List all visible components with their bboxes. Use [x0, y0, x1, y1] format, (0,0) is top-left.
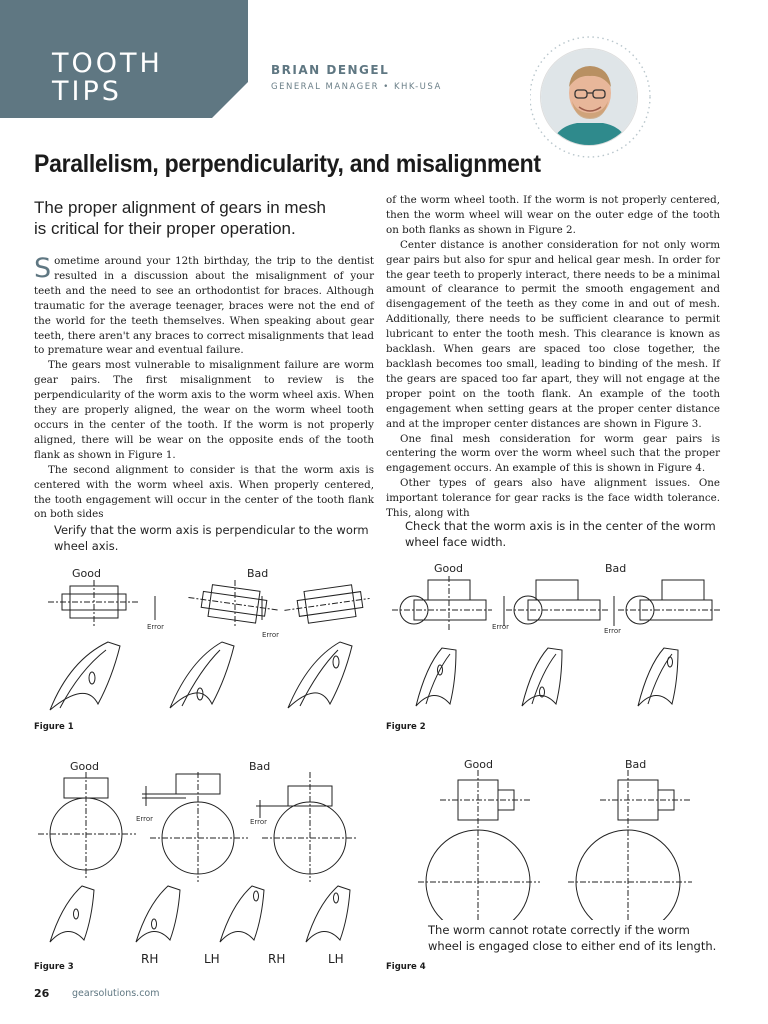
section-title-line2: TIPS	[52, 76, 122, 107]
figure-1-note: Verify that the worm axis is perpendicular to the worm wheel axis.	[54, 523, 369, 553]
paragraph-5: Center distance is another consideration for not only worm gear pairs but also for spur and helical gear mesh. In order for the gear teeth to properly interact, there needs to be a minimal amount of clearance to permit the smooth engagement and disengagement of the teeth as they come in and out of mesh. Additionally, there needs to be sufficient clearance to permit lubricant to enter the tooth mesh. This clearance is known as backlash. When gears are spaced too close together, the backlash becomes too small, leading to binding of the mesh. If the gears are spaced too far apart, they will not engage at the proper point on the tooth flank. An example of the tooth engagement when setting gears at the proper center distance and at the improper center distances are shown in Figure 3.	[386, 238, 720, 430]
figure-1-caption: Figure 1	[34, 722, 74, 732]
author-portrait-image	[541, 49, 638, 146]
figure-2-error-label-a: Error	[492, 623, 510, 631]
section-title-line1: TOOTH	[52, 48, 163, 79]
figure-2-caption: Figure 2	[386, 722, 426, 732]
paragraph-4: of the worm wheel tooth. If the worm is not properly centered, then the worm wheel will wear on the outer edge of the tooth on both flanks as shown in Figure 2.	[386, 194, 720, 236]
figure-4-bad-label: Bad	[625, 758, 647, 771]
article-deck: The proper alignment of gears in mesh is critical for their proper operation.	[34, 198, 326, 238]
figure-3-lh-label-b: LH	[328, 952, 344, 966]
figure-1-bad-label: Bad	[247, 567, 269, 580]
figure-3-rh-label-b: RH	[268, 952, 286, 966]
figure-4-caption: Figure 4	[386, 962, 426, 972]
figure-2-good-label: Good	[434, 562, 463, 575]
figure-2-error-label-b: Error	[604, 627, 622, 635]
figure-3-good-label: Good	[70, 760, 99, 773]
figure-3-lh-label-a: LH	[204, 952, 220, 966]
figure-4-note: The worm cannot rotate correctly if the worm wheel is engaged close to either end of its length.	[428, 923, 717, 953]
paragraph-3: The second alignment to consider is that the worm axis is centered with the worm wheel axis. When properly centered, the tooth engagement will occur in the center of the tooth flank on both sides	[34, 463, 374, 521]
figure-3-caption: Figure 3	[34, 962, 74, 972]
paragraph-7: Other types of gears also have alignment issues. One important tolerance for gear racks is the face width tolerance. This, along with	[386, 477, 720, 520]
paragraph-2: The gears most vulnerable to misalignment failure are worm gear pairs. The first misalignment to review is the perpendicularity of the worm axis to the worm wheel axis. When they are properly aligned, the wear on the worm wheel tooth occurs in the center of the tooth. If the worm is not properly aligned, there will be wear on the opposite ends of the tooth flank as shown in Figure 1.	[34, 359, 374, 461]
article-title: Parallelism, perpendicularity, and misalignment	[34, 150, 541, 178]
figure-1-error-label-b: Error	[262, 631, 280, 639]
figure-3-error-label-a: Error	[136, 815, 154, 823]
figure-2-note: Check that the worm axis is in the center of the worm wheel face width.	[405, 519, 716, 549]
page-number: 26	[34, 987, 50, 1000]
figure-2-drawing	[392, 576, 732, 711]
figure-1-good-label: Good	[72, 567, 101, 580]
figure-4-good-label: Good	[464, 758, 493, 771]
figure-1-error-label-a: Error	[147, 623, 165, 631]
article-column-right	[386, 193, 720, 521]
figure-3-rh-label-a: RH	[141, 952, 159, 966]
figure-2-bad-label: Bad	[605, 562, 627, 575]
figure-3-bad-label: Bad	[249, 760, 271, 773]
article-column-left	[34, 254, 374, 522]
figure-4-drawing	[400, 770, 720, 920]
author-role: GENERAL MANAGER • KHK-USA	[271, 82, 442, 92]
footer-site-link[interactable]: gearsolutions.com	[72, 988, 160, 999]
author-photo	[540, 48, 638, 146]
paragraph-6: One final mesh consideration for worm gear pairs is centering the worm over the worm wheel such that the proper engagement occurs. An example of this is shown in Figure 4.	[386, 432, 720, 475]
paragraph-1	[34, 254, 374, 358]
figure-3-error-label-b: Error	[250, 818, 268, 826]
section-title	[52, 50, 212, 106]
paragraph-1-text: ometime around your 12th birthday, the trip to the dentist resulted in a discussion about the misalignment of your teeth and the need to see an orthodontist for braces. Although traumatic for the average teenager, braces were not the end of the world for the teeth themselves. When speaking about gear teeth, there aren't any braces to correct misalignments that lead to premature wear and eventual failure.	[34, 255, 374, 357]
figure-3-drawing	[36, 772, 366, 952]
figure-1-drawing	[40, 580, 370, 715]
author-byline	[271, 63, 442, 92]
drop-cap: S	[34, 253, 52, 284]
author-name: BRIAN DENGEL	[271, 63, 390, 77]
